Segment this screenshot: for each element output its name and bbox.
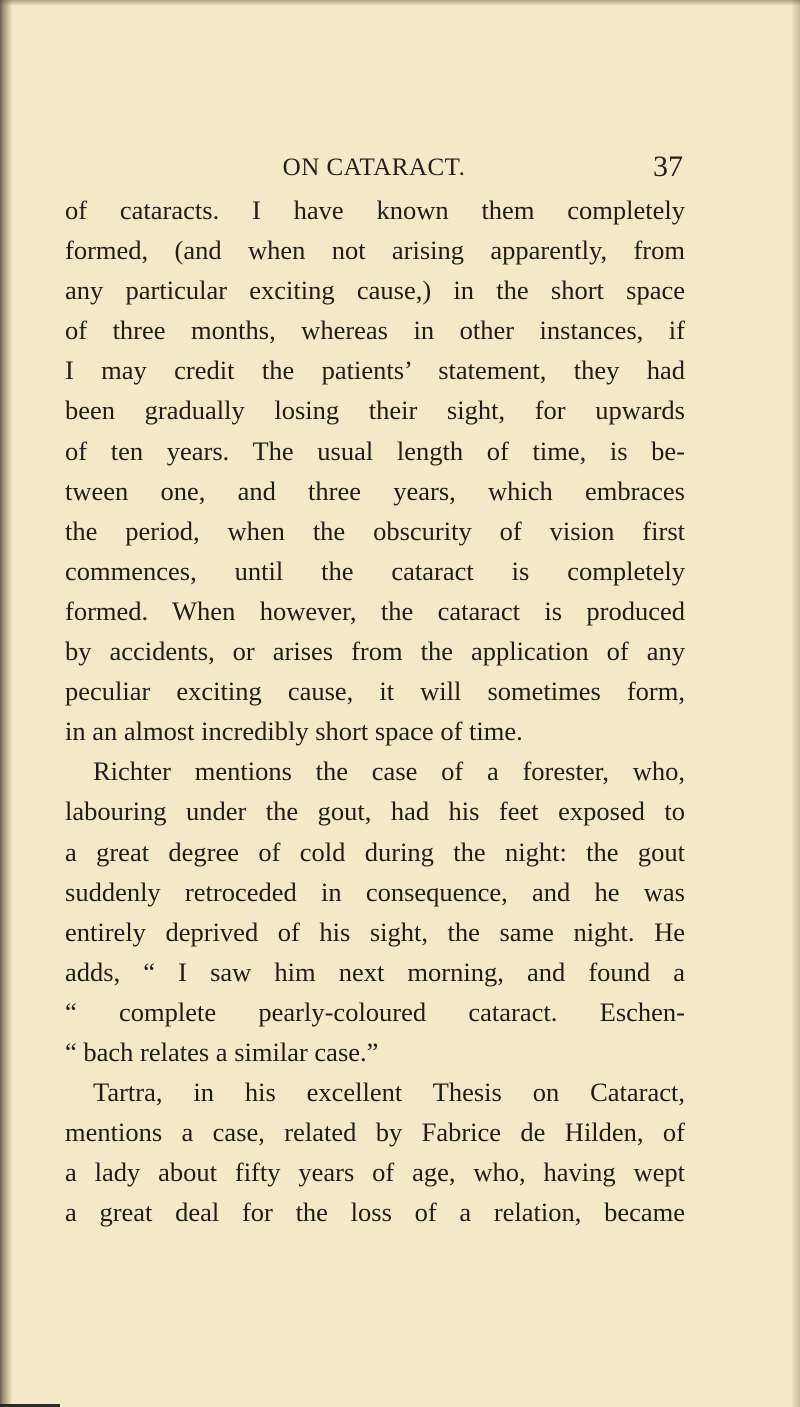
page-header — [65, 150, 683, 194]
text-line: been gradually losing their sight, for upwards — [65, 395, 685, 426]
text-line: tween one, and three years, which embraces — [65, 475, 685, 506]
text-line: a great deal for the loss of a relation, became — [65, 1197, 685, 1228]
body-text — [65, 190, 685, 1232]
text-line: of three months, whereas in other instances, if — [65, 315, 685, 346]
text-line: a lady about fifty years of age, who, having wept — [65, 1157, 685, 1188]
text-line: peculiar exciting cause, it will sometimes form, — [65, 676, 685, 707]
text-line: Richter mentions the case of a forester, who, — [93, 756, 685, 787]
text-line: I may credit the patients’ statement, they had — [65, 355, 685, 386]
text-line: formed. When however, the cataract is produced — [65, 595, 685, 626]
top-edge-shadow — [0, 0, 800, 6]
text-line: a great degree of cold during the night: the gout — [65, 836, 685, 867]
text-line: in an almost incredibly short space of time. — [65, 716, 523, 747]
running-head: ON CATARACT. — [282, 154, 466, 181]
page-number: 37 — [653, 150, 683, 183]
text-line: any particular exciting cause,) in the short space — [65, 275, 685, 306]
text-line: by accidents, or arises from the application of any — [65, 636, 685, 667]
text-line: the period, when the obscurity of vision first — [65, 515, 685, 546]
text-line: labouring under the gout, had his feet exposed to — [65, 796, 685, 827]
page-edge — [792, 0, 800, 1407]
text-line: formed, (and when not arising apparently, from — [65, 235, 685, 266]
text-line: entirely deprived of his sight, the same night. He — [65, 916, 685, 947]
text-line: adds, “ I saw him next morning, and found a — [65, 956, 685, 987]
text-line: mentions a case, related by Fabrice de Hilden, of — [65, 1117, 685, 1148]
text-line: of cataracts. I have known them completely — [65, 195, 685, 225]
text-line: “ bach relates a similar case.” — [65, 1036, 379, 1067]
book-spine-shadow — [0, 0, 12, 1407]
text-line: Tartra, in his excellent Thesis on Cataract, — [93, 1077, 685, 1108]
text-line: “ complete pearly-coloured cataract. Eschen- — [65, 996, 685, 1027]
text-line: commences, until the cataract is completely — [65, 555, 685, 586]
text-line: suddenly retroceded in consequence, and he was — [65, 876, 685, 907]
text-line: of ten years. The usual length of time, is be- — [65, 435, 685, 466]
